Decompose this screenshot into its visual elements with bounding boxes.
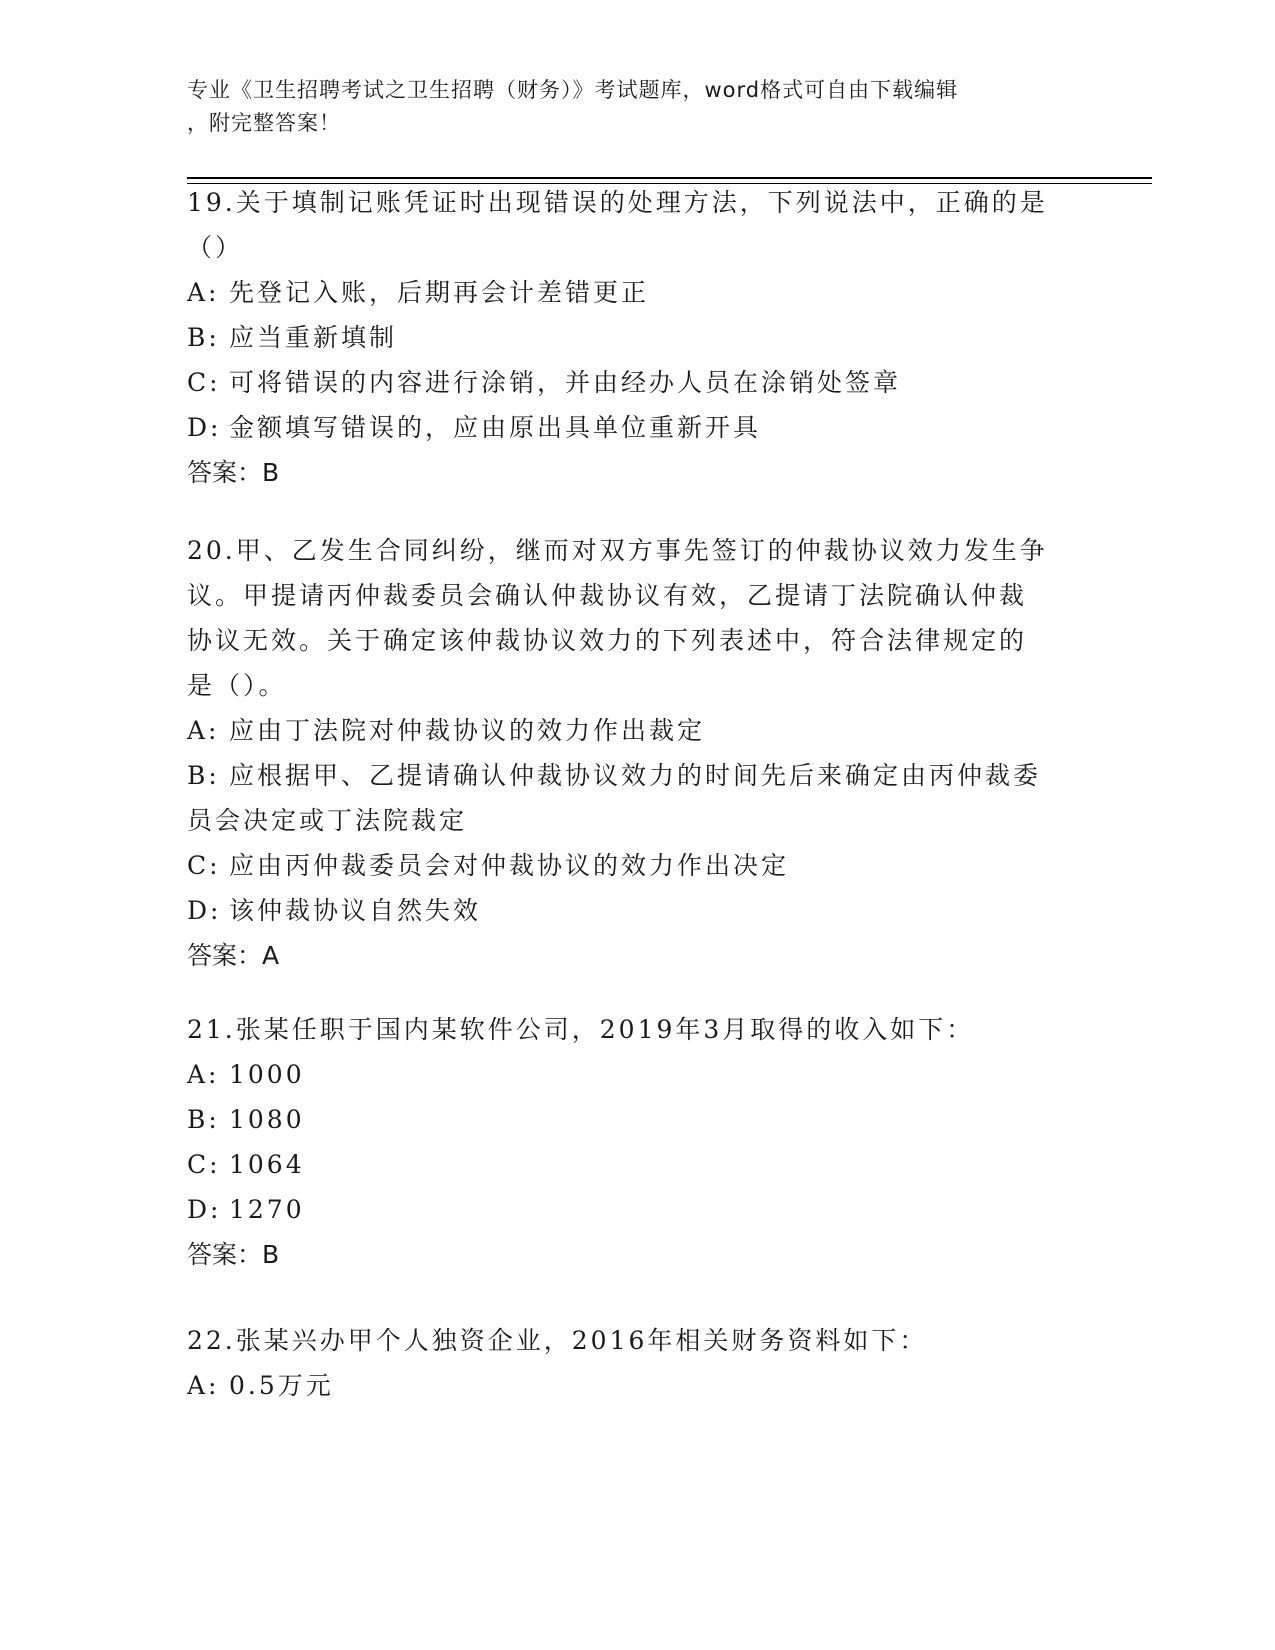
option-key: A:	[187, 1371, 220, 1400]
answer-line: 答案：A	[187, 941, 280, 970]
option-c	[187, 360, 1087, 405]
question-stem-line: 议。甲提请丙仲裁委员会确认仲裁协议有效，乙提请丁法院确认仲裁	[187, 581, 1028, 610]
answer-line: 答案：B	[187, 1240, 280, 1269]
option-a	[187, 1052, 1087, 1097]
answer-line: 答案：B	[187, 458, 280, 487]
header-line-2: ，附完整答案！	[187, 111, 341, 135]
option-text: 先登记入账，后期再会计差错更正	[229, 278, 650, 307]
question-22	[187, 1318, 1087, 1408]
option-key: C:	[187, 851, 221, 880]
option-key: B:	[187, 323, 220, 352]
option-d	[187, 405, 1087, 450]
option-key: D:	[187, 896, 222, 925]
option-key: A:	[187, 1060, 220, 1089]
option-key: A:	[187, 278, 220, 307]
option-key: D:	[187, 1195, 222, 1224]
option-text: 1064	[229, 1150, 305, 1179]
option-key: C:	[187, 368, 221, 397]
option-key: A:	[187, 716, 220, 745]
option-key: B:	[187, 1105, 220, 1134]
option-text: 1270	[229, 1195, 305, 1224]
option-c	[187, 1142, 1087, 1187]
option-text: 应由丁法院对仲裁协议的效力作出裁定	[229, 716, 706, 745]
question-stem-line: 21.张某任职于国内某软件公司，2019年3月取得的收入如下：	[187, 1015, 975, 1044]
option-text: 应根据甲、乙提请确认仲裁协议效力的时间先后来确定由丙仲裁委	[229, 761, 1042, 790]
option-text: 该仲裁协议自然失效	[229, 896, 482, 925]
option-text: 可将错误的内容进行涂销，并由经办人员在涂销处签章	[229, 368, 902, 397]
option-a	[187, 708, 1087, 753]
question-stem-line: 22.张某兴办甲个人独资企业，2016年相关财务资料如下：	[187, 1326, 928, 1355]
option-a	[187, 1363, 1087, 1408]
question-stem-line: 是（）。	[187, 671, 287, 700]
question-stem-line: 19.关于填制记账凭证时出现错误的处理方法，下列说法中，正确的是	[187, 188, 1048, 217]
option-a	[187, 270, 1087, 315]
option-d	[187, 888, 1087, 933]
option-text: 0.5万元	[229, 1371, 334, 1400]
document-header	[187, 74, 1067, 140]
question-21	[187, 1007, 1087, 1277]
question-stem-line: 20.甲、乙发生合同纠纷，继而对双方事先签订的仲裁协议效力发生争	[187, 536, 1048, 565]
option-d	[187, 1187, 1087, 1232]
option-text: 1000	[229, 1060, 305, 1089]
header-line-1: 专业《卫生招聘考试之卫生招聘（财务）》考试题库，word格式可自由下载编辑	[187, 78, 959, 102]
option-c	[187, 843, 1087, 888]
question-20	[187, 528, 1087, 978]
option-key: D:	[187, 413, 222, 442]
header-rule-thick	[187, 177, 1152, 179]
question-stem-line: （）	[187, 233, 244, 262]
option-text: 应当重新填制	[229, 323, 398, 352]
option-b	[187, 753, 1087, 798]
option-b-continued: 员会决定或丁法院裁定	[187, 806, 468, 835]
option-key: B:	[187, 761, 220, 790]
option-key: C:	[187, 1150, 221, 1179]
option-text: 1080	[229, 1105, 305, 1134]
option-text: 应由丙仲裁委员会对仲裁协议的效力作出决定	[229, 851, 790, 880]
option-b	[187, 1097, 1087, 1142]
question-stem-line: 协议无效。关于确定该仲裁协议效力的下列表述中，符合法律规定的	[187, 626, 1028, 655]
option-b	[187, 315, 1087, 360]
question-19	[187, 180, 1087, 495]
option-text: 金额填写错误的，应由原出具单位重新开具	[229, 413, 762, 442]
